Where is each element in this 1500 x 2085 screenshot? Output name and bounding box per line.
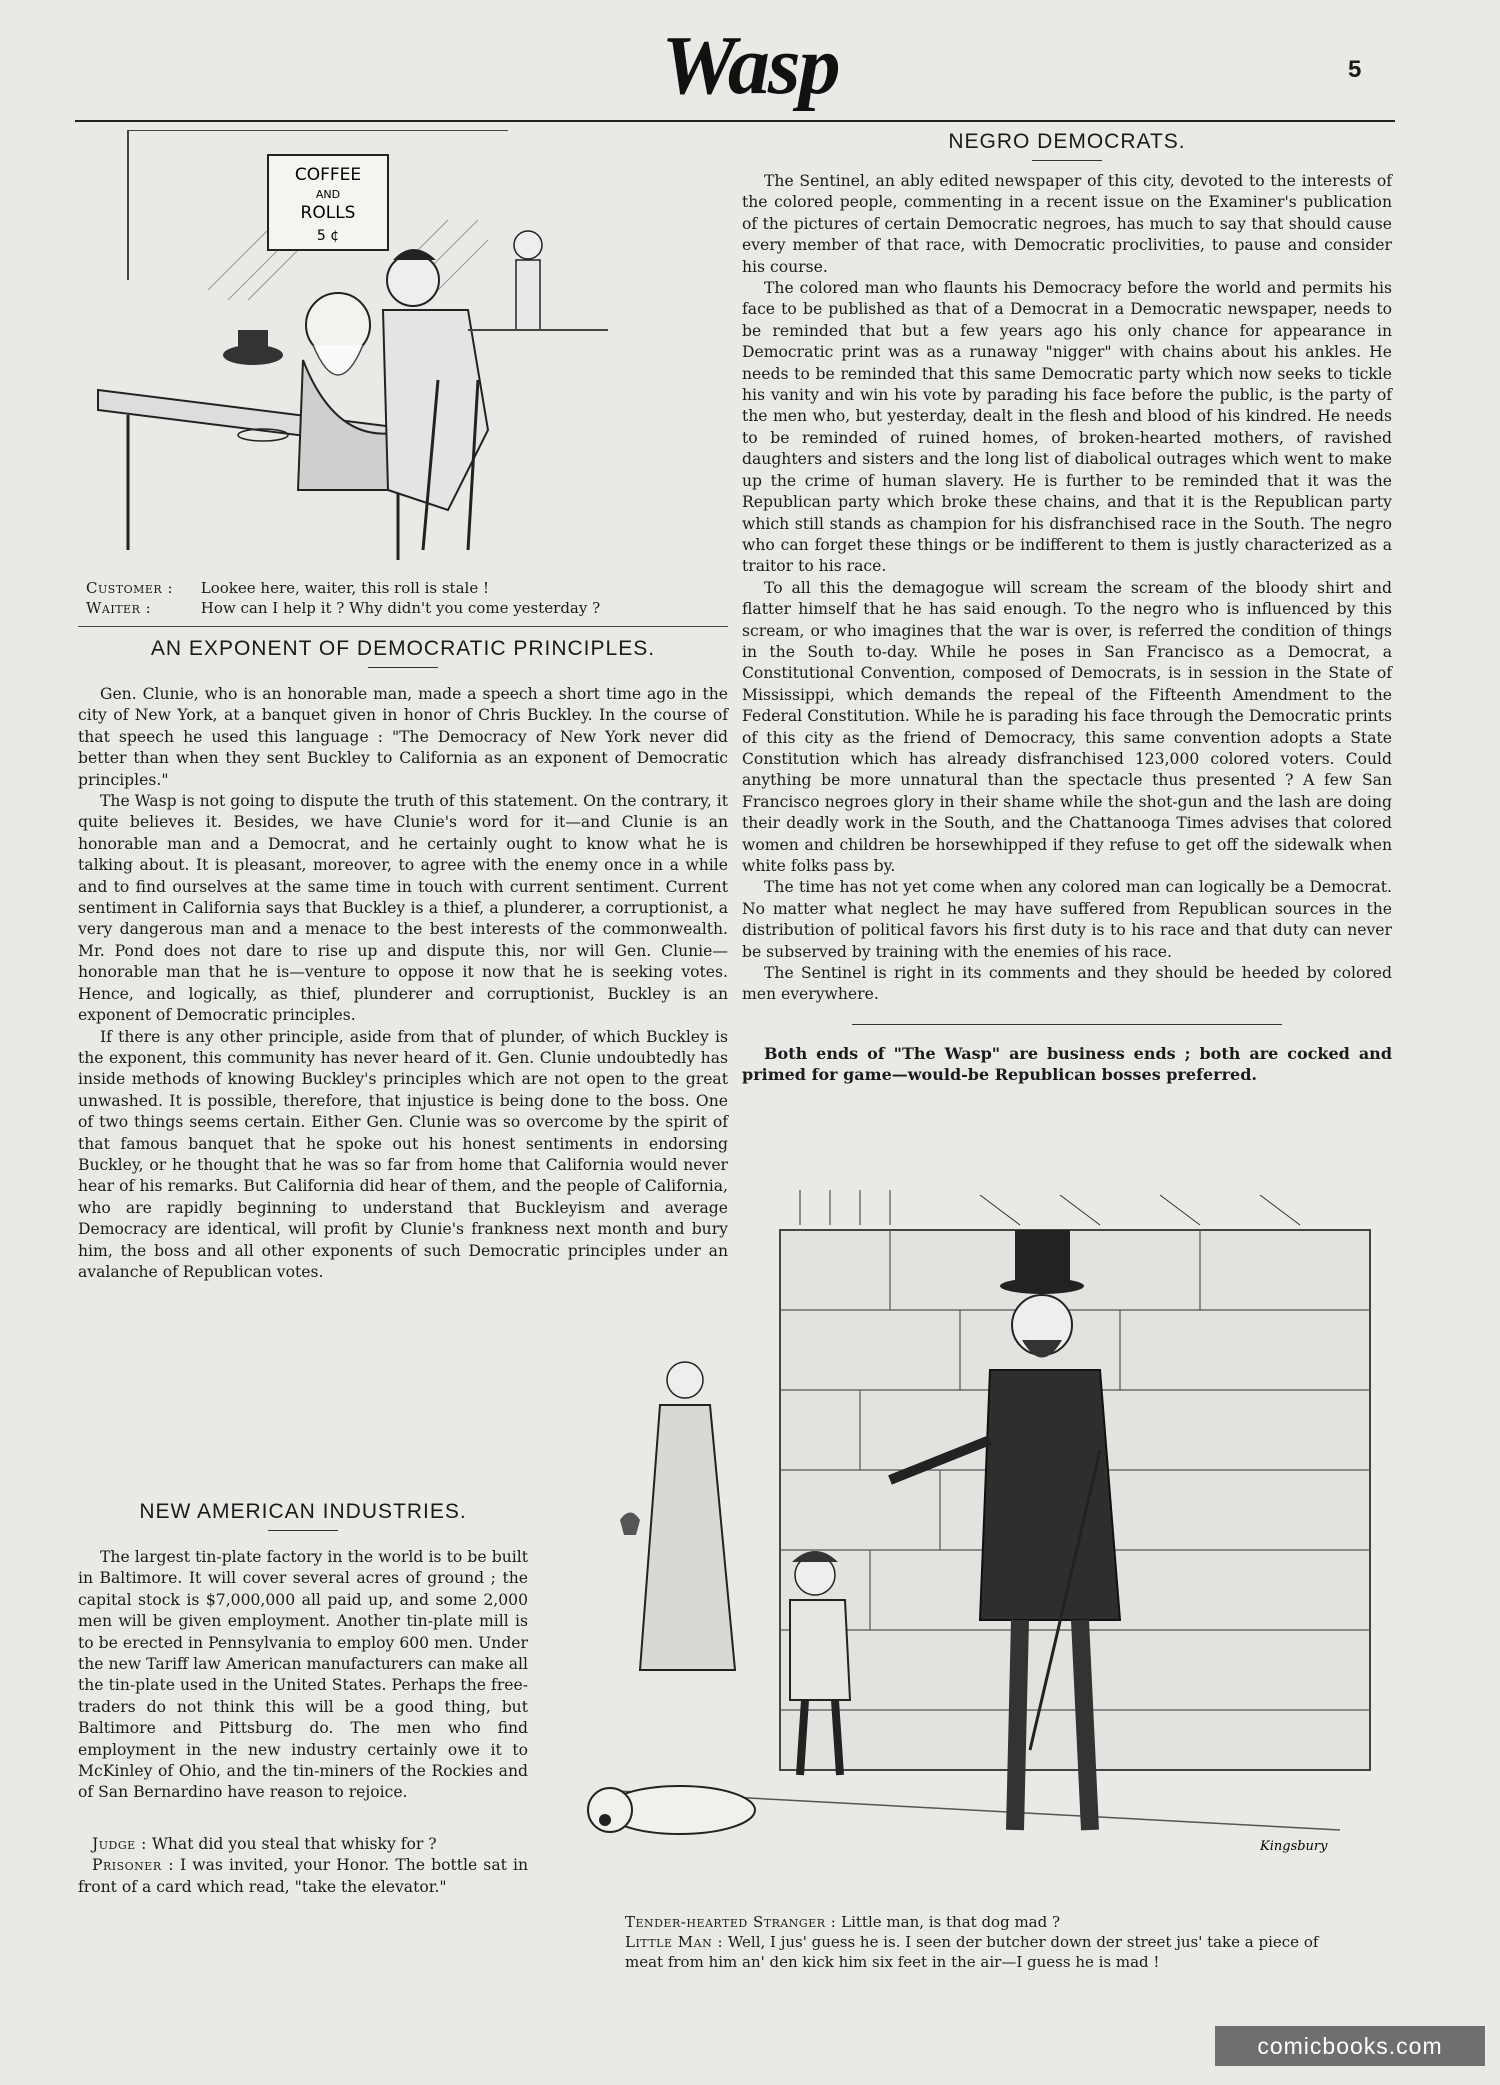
sign-line-1: COFFEE xyxy=(294,165,362,185)
caption-row xyxy=(585,1912,1325,1932)
exponent-paragraph: The Wasp is not going to dispute the truth of this statement. On the contrary, it quite believes it. Besides, we have Clunie's word for it—and Clunie is an honorable man and a Democrat, and he certainly ought to know what he is talking about. It is pleasant, moreover, to agree with the enemy once in a while and to find ourselves at the same time in touch with current sentiment. Current sentiment in California says that Buckley is a thief, a plunderer, a corruptionist, a very dangerous man and a menace to the best interests of the commonwealth. Mr. Pond does not dare to rise up and dispute this, nor will Gen. Clunie—honorable man that he is—venture to oppose it now that he is seeking votes. Hence, and logically, as thief, plunderer and corruptionist, Buckley is an exponent of Democratic principles. xyxy=(78,792,728,1025)
page-number: 5 xyxy=(1348,56,1362,83)
site-watermark: comicbooks.com xyxy=(1215,2026,1485,2066)
negro-paragraph: The Sentinel is right in its comments and they should be heeded by colored men everywhere. xyxy=(742,964,1392,1004)
right-column xyxy=(742,130,1392,1085)
masthead xyxy=(0,18,1500,118)
joke-text: What did you steal that whisky for ? xyxy=(151,1834,437,1853)
sign-line-2: AND xyxy=(315,188,341,201)
sign-line-3: ROLLS xyxy=(300,203,356,223)
negro-paragraph: The time has not yet come when any colored man can logically be a Democrat. No matter what neglect he may have suffered from Republican sources in the distribution of political favors his first duty is to his race and that duty can never be subserved by training with the enemies of his race. xyxy=(742,878,1392,961)
exponent-paragraph: If there is any other principle, aside from that of plunder, of which Buckley is the exponent, this community has never heard of it. Gen. Clunie undoubtedly has inside methods of knowing Buckley's principles which are not open to the great unwashed. It is possible, therefore, that injustice is being done to the boss. One of two things seems certain. Either Gen. Clunie was so overcome by the spirit of that famous banquet that he spoke out his honest sentiments in endorsing Buckley, or he thought that he was so far from home that California would never hear of his remarks. But California did hear of them, and the people of California, who are rapidly beginning to understand that Buckleyism and average Democracy are identical, will profit by Clunie's frankness next month and bury him, the boss and all other exponents of such Democratic principles under an avalanche of Republican votes. xyxy=(78,1027,728,1281)
joke-text: I was invited, your Honor. The bottle sat in front of a card which read, "take the elevator." xyxy=(78,1856,528,1896)
sign-line-4: 5 ¢ xyxy=(316,228,340,244)
title-rule xyxy=(268,1530,338,1531)
cafe-cartoon-drawing xyxy=(88,130,648,570)
negro-paragraph: The colored man who flaunts his Democracy before the world and permits his face to be published as that of a Democrat in a Democratic newspaper, needs to be reminded that but a few years ago his only chance for appearance in Democratic print was as a runaway "nigger" with chains about his ankles. He needs to be reminded that this same Democratic party which now seeks to tickle his vanity and win his vote by parading his face before the public, is the party of the men who, but yesterday, dealt in the flesh and blood of his kindred. He needs to be reminded of ruined homes, of broken-hearted mothers, of ravished daughters and sisters and the long list of diabolical outrages which went to make up the crime of human slavery. He is further to be reminded that it was the Republican party which broke these chains, and that it is the Republican party which still stands as champion for his disfranchised race in the South. The negro who can forget these things or be indifferent to them is justly characterized as a traitor to his race. xyxy=(742,279,1392,576)
joke-speaker: Prisoner : xyxy=(92,1856,174,1875)
dog-cartoon-drawing xyxy=(560,1190,1380,1910)
caption-speaker: Little Man : xyxy=(625,1933,724,1951)
title-rule xyxy=(1032,160,1102,161)
negro-title: NEGRO DEMOCRATS. xyxy=(948,130,1186,153)
left-column xyxy=(78,130,728,1283)
industries-title: NEW AMERICAN INDUSTRIES. xyxy=(139,1500,467,1523)
caption-text: Little man, is that dog mad ? xyxy=(841,1913,1061,1931)
industries-paragraph: The largest tin-plate factory in the world is to be built in Baltimore. It will cover several acres of ground ; the capital stock is $7,000,000 all paid up, and some 2,000 men will be given employment. Another tin-plate mill is to be erected in Pennsylvania to employ 600 men. Under the new Tariff law American manufacturers can make all the tin-plate used in the United States. Perhaps the free-traders do not think this will be a good thing, but Baltimore and Pittsburg do. The men who find employment in the new industry certainly owe it to McKinley of Ohio, and the tin-miners of the Rockies and of San Bernardino have reason to rejoice. xyxy=(78,1548,528,1802)
caption-row xyxy=(585,1932,1325,1972)
joke-line xyxy=(78,1834,528,1855)
caption-text: Well, I jus' guess he is. I seen der butcher down der street jus' take a piece of meat from him an' den kick him six feet in the air—I guess he is mad ! xyxy=(625,1933,1319,1971)
waiter-figure xyxy=(387,254,439,306)
title-rule xyxy=(368,667,438,668)
joke-line xyxy=(78,1855,528,1898)
top-hat xyxy=(1015,1230,1070,1285)
divider-rule xyxy=(852,1024,1282,1025)
caption-row xyxy=(86,598,728,618)
joke-speaker: Judge : xyxy=(92,1834,147,1853)
dog-caption xyxy=(585,1912,1325,1972)
cafe-cartoon xyxy=(88,130,648,570)
caption-speaker: Waiter : xyxy=(86,599,152,617)
industries-block xyxy=(78,1500,528,1898)
negro-paragraph: To all this the demagogue will scream the scream of the bloody shirt and flatter himself that he has said enough. To the negro who is influenced by this scream, or who imagines that the war is over, is referred the condition of things in the South to-day. While he poses in San Francisco as a Democrat, a Constitutional Convention, composed of Democrats, is in session in the State of Mississippi, which demands the repeal of the Fifteenth Amendment to the Federal Constitution. While he is parading his face through the Democratic prints of this city as the friend of Democracy, this same convention adopts a State Constitution which has already disfranchised 123,000 colored voters. Could anything be more unnatural than the spectacle thus presented ? A few San Francisco negroes glory in their shame while the shot-gun and the lash are doing their deadly work in the South, and the Chattanooga Times advises that colored women and children be horsewhipped if they refuse to get off the sidewalk when white folks pass by. xyxy=(742,578,1392,875)
exponent-paragraph: Gen. Clunie, who is an honorable man, made a speech a short time ago in the city of New York, at a banquet given in honor of Chris Buckley. In the course of that speech he used this language : "The Democracy of New York never did better than when they sent Buckley to California as an exponent of Democratic principles." xyxy=(78,685,728,789)
wasp-logo: Wasp xyxy=(661,19,839,112)
caption-speaker: Tender-hearted Stranger : xyxy=(625,1913,837,1931)
dog-cartoon-block xyxy=(560,1190,1380,1914)
section-rule xyxy=(78,626,728,627)
caption-text: Lookee here, waiter, this roll is stale ! xyxy=(200,579,489,597)
wasp-note: Both ends of "The Wasp" are business ends ; both are cocked and primed for game—would-be Republican bosses preferred. xyxy=(742,1043,1392,1084)
caption-row xyxy=(86,578,728,598)
cafe-caption xyxy=(78,578,728,618)
caption-text: How can I help it ? Why didn't you come yesterday ? xyxy=(200,599,601,617)
woman-figure xyxy=(667,1362,703,1398)
artist-signature: Kingsbury xyxy=(1260,1839,1328,1854)
header-rule xyxy=(75,120,1395,122)
negro-paragraph: The Sentinel, an ably edited newspaper of this city, devoted to the interests of the colored people, commenting in a recent issue on the Examiner's publication of the pictures of certain Democratic negroes, has much to say that should cause every member of that race, with Democratic proclivities, to pause and consider his course. xyxy=(742,172,1392,276)
caption-speaker: Customer : xyxy=(86,579,174,597)
judge-joke xyxy=(78,1834,528,1898)
exponent-title: AN EXPONENT OF DEMOCRATIC PRINCIPLES. xyxy=(150,637,656,660)
